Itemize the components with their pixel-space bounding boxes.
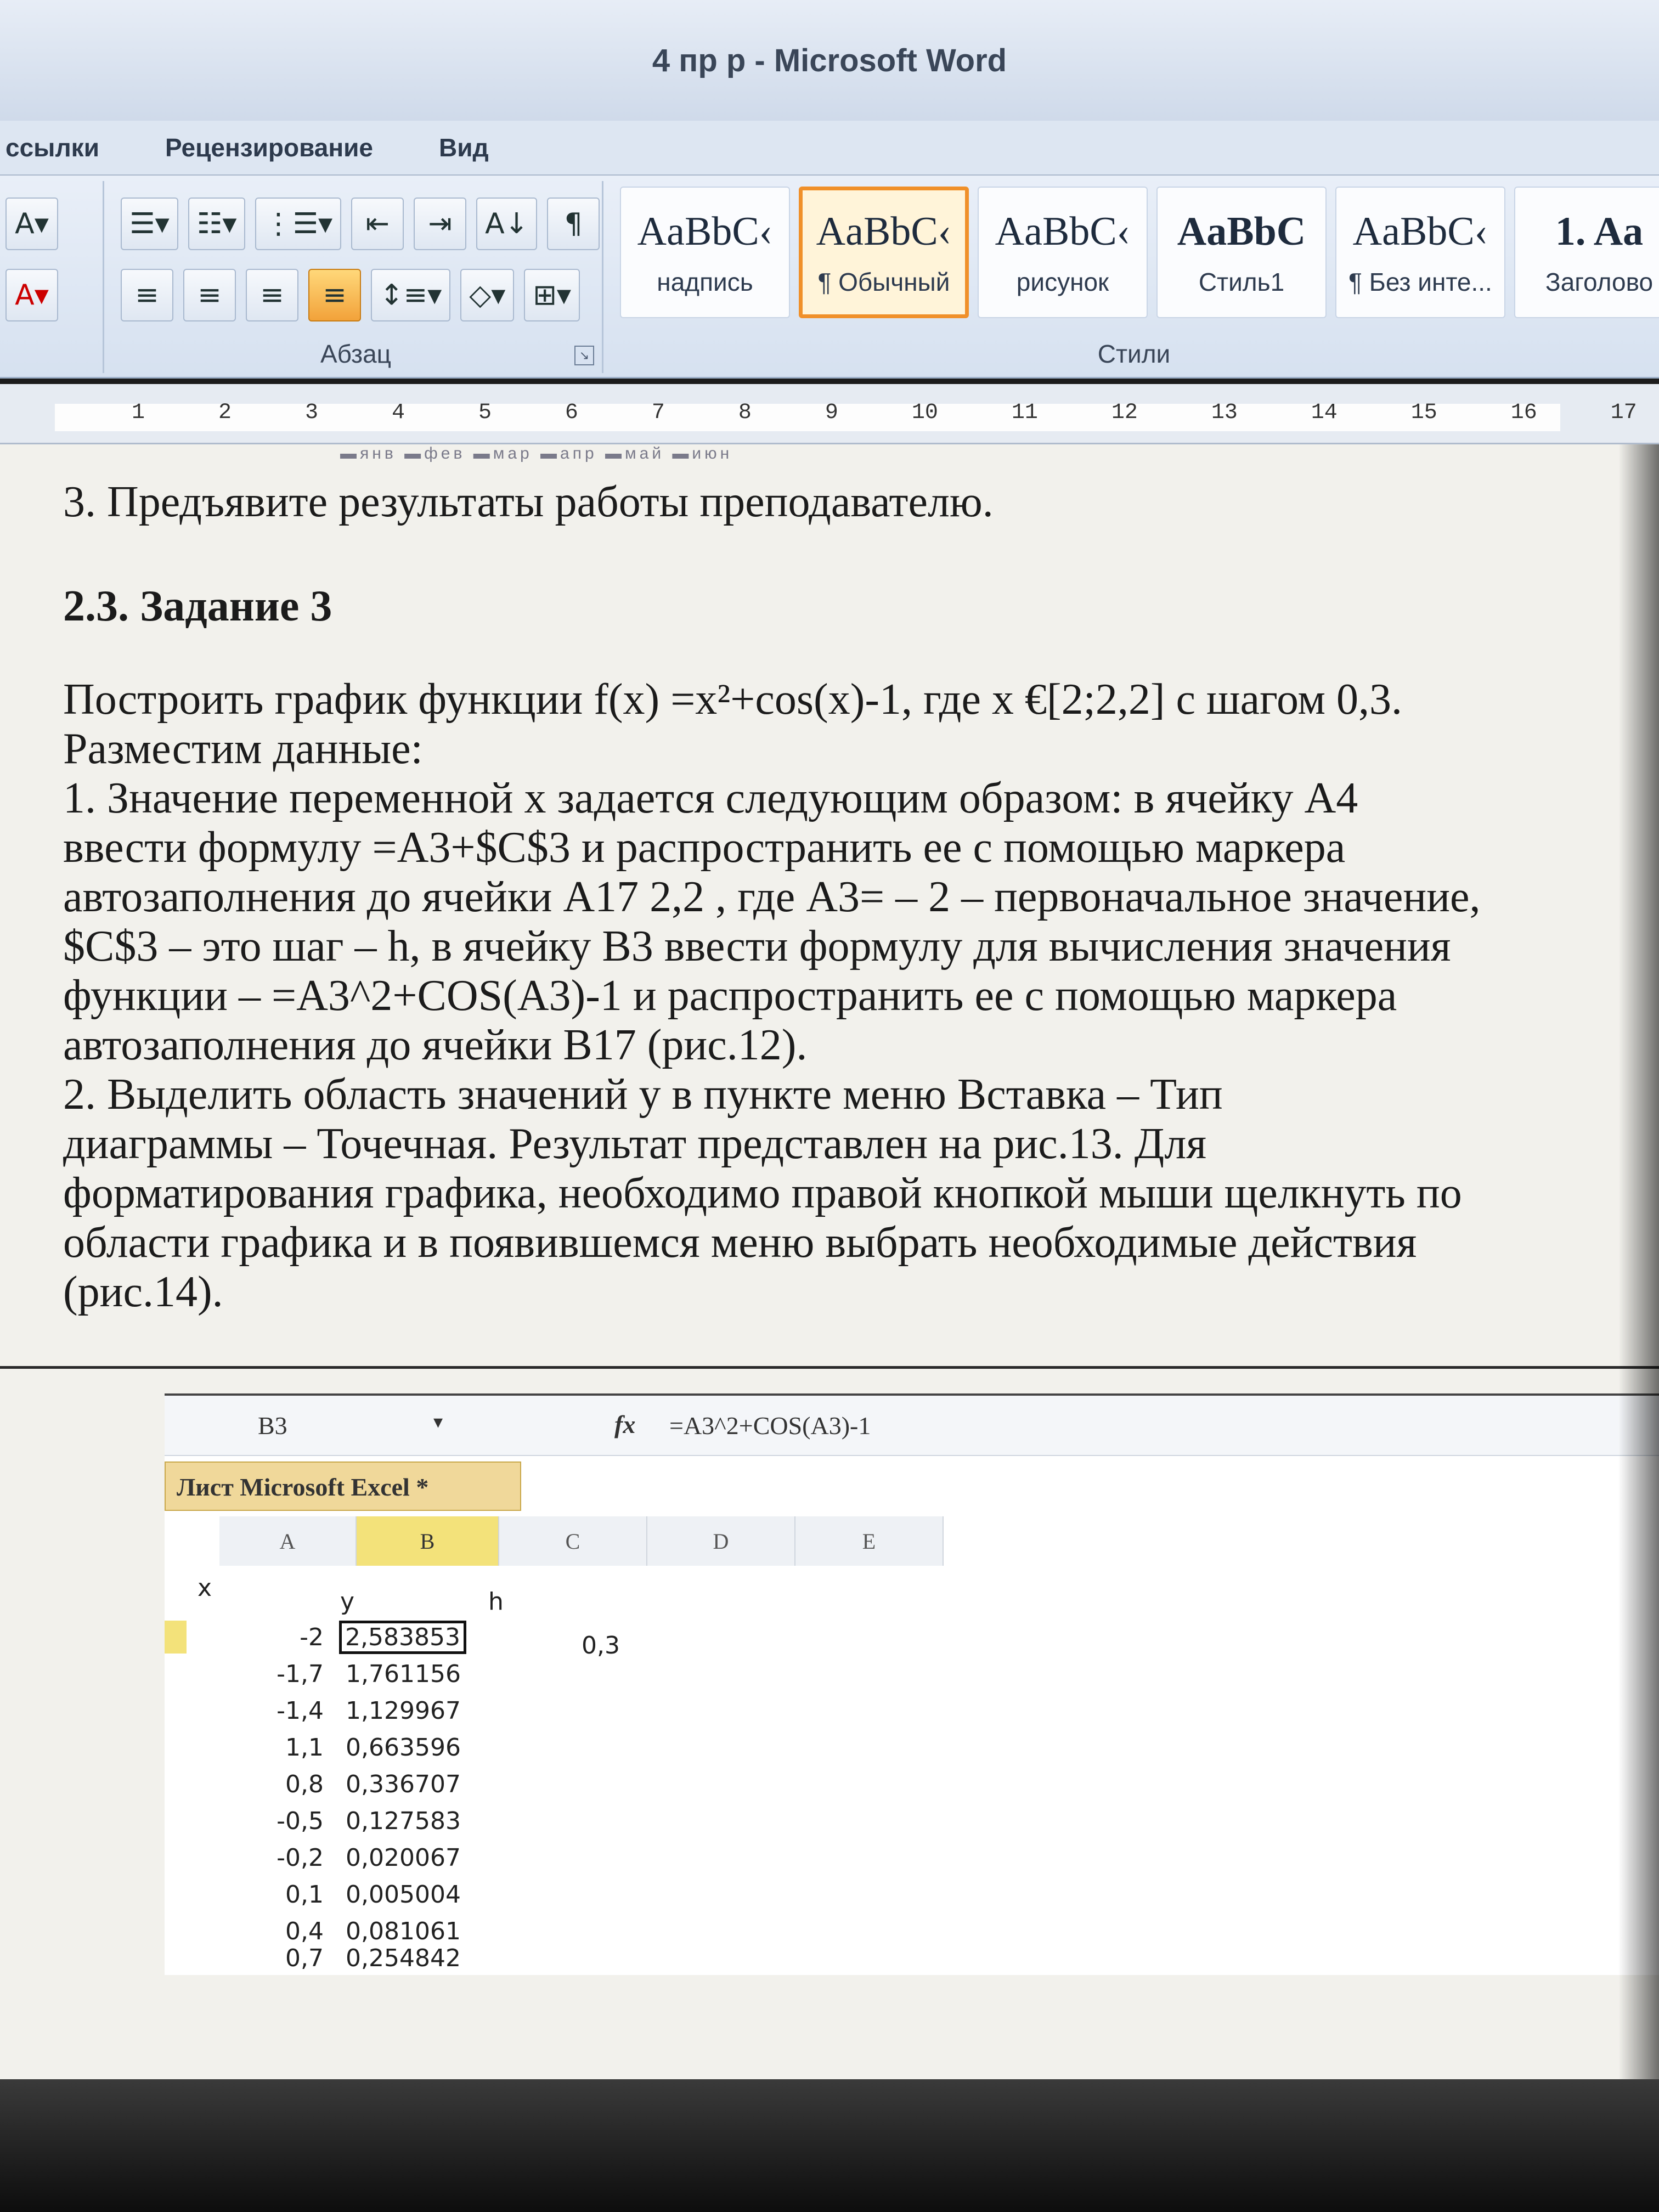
shading-icon[interactable]: ◇▾ (460, 269, 514, 321)
style-sample: AaBbC‹ (816, 208, 952, 254)
name-box: B3 (258, 1412, 287, 1440)
ruler-number: 6 (565, 400, 578, 425)
paragraph-line: $C$3 – это шаг – h, в ячейку В3 ввести формулу для вычисления значения (63, 922, 1451, 970)
pilcrow-icon[interactable]: ¶ (547, 198, 600, 250)
paragraph-line: области графика и в появившемся меню выбрать необходимые действия (63, 1218, 1417, 1267)
h-value: 0,3 (582, 1632, 620, 1660)
ruler-number: 13 (1211, 400, 1238, 425)
style-normal[interactable] (799, 187, 969, 318)
paragraph-group-label: Абзац (320, 340, 392, 368)
sort-icon[interactable]: A↓ (476, 198, 537, 250)
style-name: ¶ Без инте... (1348, 267, 1492, 296)
x-value: -0,2 (276, 1844, 324, 1872)
align-right-icon[interactable]: ≡ (246, 269, 298, 321)
column-header-c: C (499, 1516, 647, 1566)
section-heading: 2.3. Задание 3 (63, 582, 332, 630)
style-sample: AaBbC‹ (1352, 208, 1488, 254)
ruler-number: 8 (738, 400, 752, 425)
ruler-number: 14 (1311, 400, 1338, 425)
paragraph-line: автозаполнения до ячейки А17 2,2 , где А3= – 2 – первоначальное значение, (63, 873, 1481, 921)
ruler-numbers (0, 400, 1659, 425)
column-header-a: A (219, 1516, 357, 1566)
font-group-partial (0, 181, 104, 373)
y-value: 0,081061 (346, 1917, 461, 1945)
y-value: 0,254842 (346, 1944, 461, 1972)
ruler-number: 9 (825, 400, 838, 425)
paragraph-line: автозаполнения до ячейки В17 (рис.12). (63, 1021, 808, 1069)
y-value: 1,761156 (346, 1660, 461, 1688)
x-value: 0,8 (285, 1770, 324, 1798)
x-value: -2 (300, 1623, 324, 1651)
window-title-bar (0, 0, 1659, 121)
ribbon-tabs (0, 121, 1659, 176)
y-value: 0,336707 (346, 1770, 461, 1798)
y-value: 0,663596 (346, 1734, 461, 1762)
ruler-number: 3 (304, 400, 318, 425)
formula-text: =A3^2+COS(A3)-1 (669, 1412, 871, 1440)
paragraph-line: форматирования графика, необходимо правой кнопкой мыши щелкнуть по (63, 1169, 1462, 1217)
ruler-number: 12 (1111, 400, 1138, 425)
align-left-icon[interactable]: ≡ (121, 269, 173, 321)
decrease-indent-icon[interactable]: ⇤ (351, 198, 404, 250)
horizontal-ruler[interactable] (0, 384, 1659, 444)
y-value: 1,129967 (346, 1697, 461, 1725)
list-item-3: 3. Предъявите результаты работы преподавателю. (63, 478, 994, 526)
image-top-border (0, 1366, 1659, 1369)
paragraph-line: (рис.14). (63, 1268, 223, 1316)
x-value: 1,1 (285, 1734, 324, 1762)
borders-icon[interactable]: ⊞▾ (524, 269, 580, 321)
ruler-number: 11 (1011, 400, 1038, 425)
style-sample: AaBbC (1177, 208, 1306, 254)
monitor-bottom-bezel (0, 2079, 1659, 2212)
column-header-b: B (357, 1516, 499, 1566)
column-header-d: D (647, 1516, 795, 1566)
style-name: надпись (657, 267, 753, 296)
header-y: y (340, 1588, 355, 1616)
paragraph-line: 2. Выделить область значений y в пункте меню Вставка – Тип (63, 1070, 1223, 1119)
y-value: 0,005004 (346, 1881, 461, 1909)
style-nadpis[interactable] (620, 187, 790, 318)
paragraph-line: Разместим данные: (63, 725, 423, 773)
paragraph-line: диаграммы – Точечная. Результат представлен на рис.13. Для (63, 1120, 1207, 1168)
style-name: ¶ Обычный (817, 267, 950, 296)
tab-review[interactable]: Рецензирование (165, 133, 373, 162)
numbering-icon[interactable]: ☷▾ (188, 198, 246, 250)
window-title: 4 пр р - Microsoft Word (652, 42, 1007, 78)
ruler-number: 17 (1610, 400, 1637, 425)
x-value: 0,1 (285, 1881, 324, 1909)
styles-group-label: Стили (1097, 340, 1171, 368)
style-name: Заголово (1545, 267, 1654, 296)
style-name: рисунок (1016, 267, 1109, 296)
tab-view[interactable]: Вид (439, 133, 489, 162)
y-value-active: 2,583853 (339, 1621, 466, 1654)
bullets-icon[interactable]: ☰▾ (121, 198, 178, 250)
ruler-number: 2 (218, 400, 232, 425)
ruler-number: 4 (391, 400, 405, 425)
style-sample: AaBbC‹ (637, 208, 773, 254)
row-header-selected (165, 1621, 187, 1654)
font-color-icon[interactable]: A▾ (5, 269, 58, 321)
chart-legend-fragment: ▬янв ▬фев ▬мар ▬апр ▬май ▬июн (340, 444, 733, 462)
ruler-number: 15 (1410, 400, 1437, 425)
style-stil1[interactable] (1156, 187, 1327, 318)
style-risunok[interactable] (978, 187, 1148, 318)
chevron-down-icon: ▾ (433, 1412, 443, 1432)
paragraph-line: ввести формулу =А3+$C$3 и распространить ее с помощью маркера (63, 823, 1346, 872)
font-size-icon[interactable]: A▾ (5, 198, 58, 250)
style-sample: AaBbC‹ (995, 208, 1131, 254)
column-header-e: E (795, 1516, 944, 1566)
x-value: -1,7 (276, 1660, 324, 1688)
monitor-edge-shadow (1618, 444, 1659, 2212)
style-heading1[interactable] (1514, 187, 1659, 318)
ruler-number: 5 (478, 400, 492, 425)
paragraph-line: Построить график функции f(x) =x²+cos(x)-1, где x €[2;2,2] с шагом 0,3. (63, 675, 1403, 724)
sheet-tab: Лист Microsoft Excel * (165, 1462, 521, 1511)
x-value: -1,4 (276, 1697, 324, 1725)
styles-group (609, 181, 1659, 373)
ruler-number: 1 (132, 400, 145, 425)
paragraph-dialog-launcher-icon[interactable]: ↘ (574, 346, 594, 365)
line-spacing-icon[interactable]: ↕≡▾ (371, 269, 450, 321)
ruler-number: 10 (911, 400, 938, 425)
excel-screenshot-figure (165, 1393, 1659, 1975)
tab-references[interactable]: ссылки (5, 133, 99, 162)
x-value: 0,4 (285, 1917, 324, 1945)
justify-icon[interactable]: ≡ (308, 269, 361, 321)
paragraph-line: 1. Значение переменной x задается следующим образом: в ячейку А4 (63, 774, 1358, 822)
align-center-icon[interactable]: ≡ (183, 269, 236, 321)
increase-indent-icon[interactable]: ⇥ (414, 198, 466, 250)
ribbon (0, 176, 1659, 379)
document-page[interactable] (0, 444, 1659, 2212)
style-sample: 1. Aa (1555, 208, 1644, 254)
x-value: -0,5 (276, 1807, 324, 1835)
ruler-number: 7 (651, 400, 665, 425)
multilevel-list-icon[interactable]: ⋮☰▾ (255, 198, 341, 250)
y-value: 0,020067 (346, 1844, 461, 1872)
style-name: Стиль1 (1198, 267, 1285, 296)
header-x: x (198, 1574, 212, 1602)
fx-icon: fx (614, 1410, 636, 1438)
header-h: h (488, 1588, 504, 1616)
paragraph-line: функции – =А3^2+COS(A3)-1 и распространить ее с помощью маркера (63, 972, 1397, 1020)
y-value: 0,127583 (346, 1807, 461, 1835)
formula-bar (165, 1396, 1659, 1456)
ruler-number: 16 (1510, 400, 1537, 425)
x-value: 0,7 (285, 1944, 324, 1972)
paragraph-group (110, 181, 603, 373)
style-no-spacing[interactable] (1335, 187, 1505, 318)
